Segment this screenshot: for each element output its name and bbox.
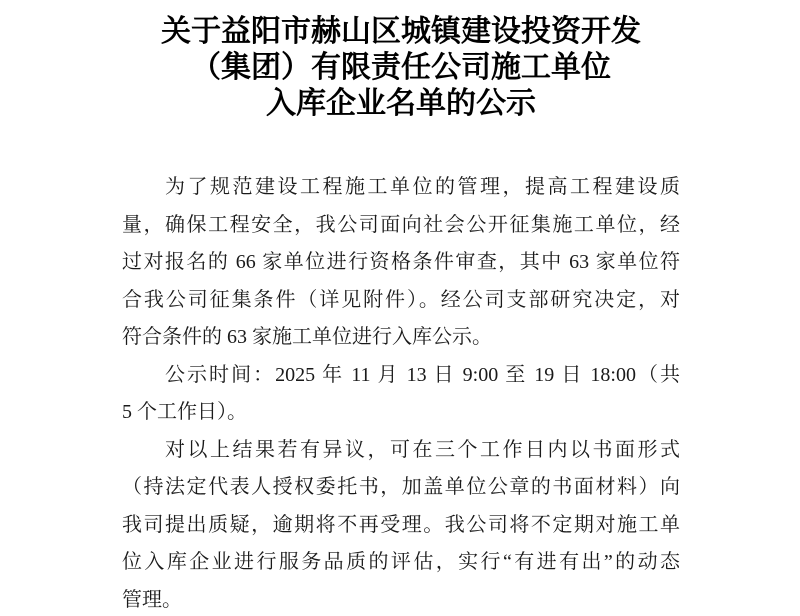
body-line: 合我公司征集条件（详见附件）。经公司支部研究决定，对 <box>122 288 680 311</box>
title-line: 关于益阳市赫山区城镇建设投资开发 <box>161 15 641 48</box>
body-line: 为了规范建设工程施工单位的管理，提高工程建设质 <box>165 176 680 198</box>
body-line: 符合条件的 63 家施工单位进行入库公示。 <box>122 326 492 348</box>
body-line: 5 个工作日）。 <box>122 401 247 423</box>
body-line: 公示时间：2025 年 11 月 13 日 9:00 至 19 日 18:00（共 <box>165 363 680 386</box>
body-line: 管理。 <box>122 588 182 611</box>
document-title <box>122 14 680 122</box>
body-line: 位入库企业进行服务品质的评估，实行“有进有出”的动态 <box>122 551 680 573</box>
body-line: 过对报名的 66 家单位进行资格条件审查，其中 63 家单位符 <box>122 251 680 273</box>
body-line: 对以上结果若有异议，可在三个工作日内以书面形式 <box>165 438 680 461</box>
document-body <box>122 169 680 616</box>
body-line: （持法定代表人授权委托书，加盖单位公章的书面材料）向 <box>122 476 680 498</box>
body-line: 我司提出质疑，逾期将不再受理。我公司将不定期对施工单 <box>122 513 680 536</box>
title-line: 入库企业名单的公示 <box>266 87 536 120</box>
body-line: 量，确保工程安全，我公司面向社会公开征集施工单位，经 <box>122 213 680 236</box>
title-line: （集团）有限责任公司施工单位 <box>191 51 611 84</box>
